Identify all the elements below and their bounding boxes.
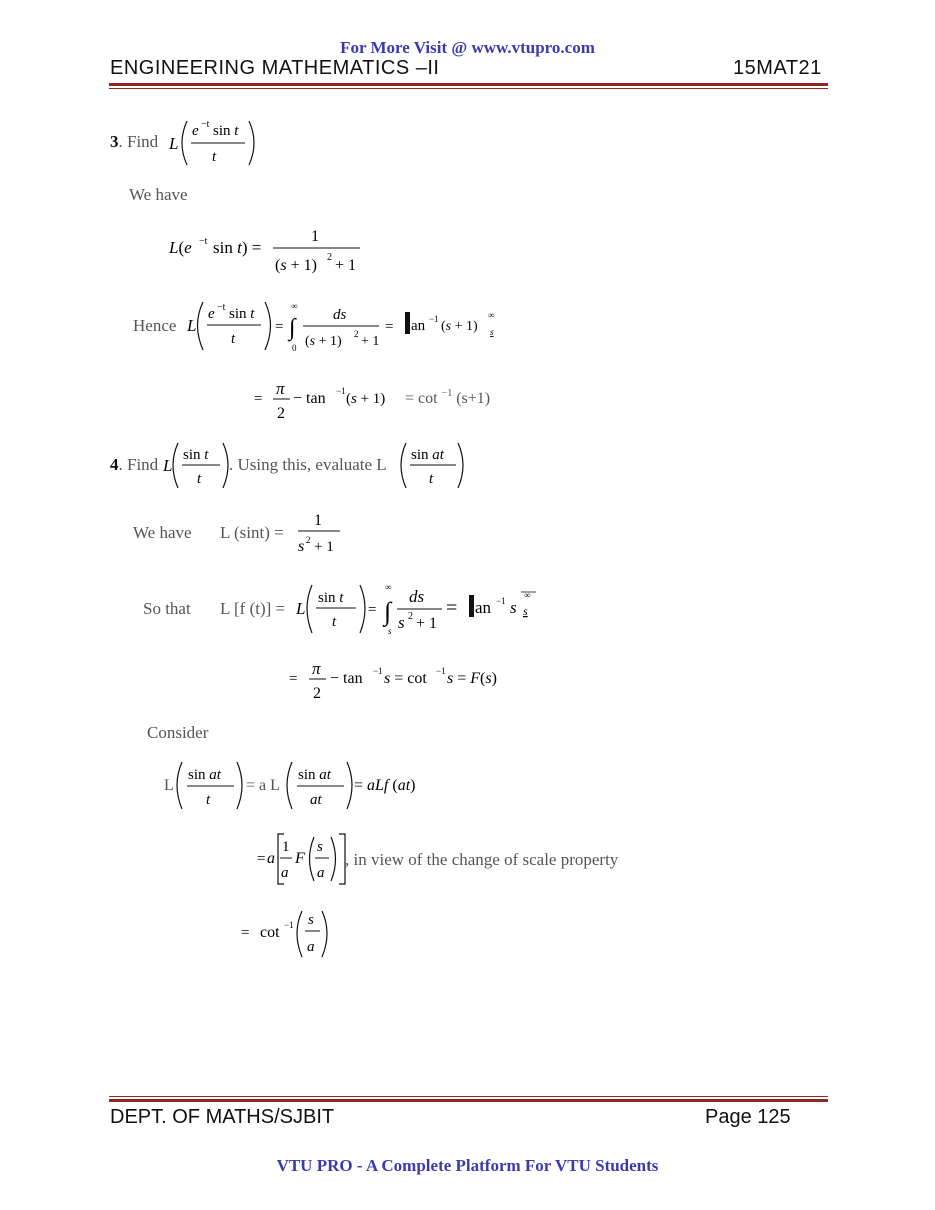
svg-text:∞: ∞ <box>291 301 298 311</box>
svg-text:π: π <box>276 379 285 398</box>
svg-text:s = cot: s = cot <box>384 670 427 687</box>
svg-text:1: 1 <box>282 839 290 855</box>
svg-text:=: = <box>275 319 284 335</box>
svg-text:L: L <box>164 777 174 794</box>
svg-text:∞: ∞ <box>385 582 392 592</box>
svg-text:s: s <box>298 538 305 555</box>
problem-4-heading: 4. Find <box>110 455 159 474</box>
subject-title: ENGINEERING MATHEMATICS –II <box>110 57 440 79</box>
svg-text:sin at: sin at <box>298 767 331 783</box>
svg-text:sin at: sin at <box>188 767 221 783</box>
svg-text:π: π <box>312 659 321 678</box>
svg-text:t: t <box>231 331 236 347</box>
svg-text:=: = <box>289 671 298 687</box>
svg-text:2: 2 <box>327 252 332 263</box>
svg-text:−t: −t <box>217 302 226 313</box>
svg-text:L: L <box>187 316 197 335</box>
so-that-label: So that <box>143 599 191 618</box>
we-have-4: We have <box>133 523 192 542</box>
svg-text:=: = <box>446 597 458 619</box>
header-rule-thick <box>109 83 828 86</box>
svg-text:∞: ∞ <box>524 590 531 600</box>
svg-text:= a L: = a L <box>246 777 280 794</box>
l-sint-label: L (sint) = <box>220 523 284 542</box>
page-number: Page 125 <box>705 1106 791 1128</box>
result-3 <box>250 376 520 426</box>
footer-brand: VTU PRO - A Complete Platform For VTU Students <box>276 1156 659 1175</box>
svg-text:(s + 1): (s + 1) <box>441 319 478 334</box>
svg-text:2: 2 <box>306 535 311 545</box>
footer-rule-thick <box>109 1099 828 1102</box>
header-rule-thin <box>109 88 828 89</box>
svg-text:(s + 1): (s + 1) <box>346 391 386 407</box>
svg-text:+ 1: + 1 <box>314 539 334 555</box>
svg-text:s: s <box>317 839 323 855</box>
svg-text:sin t: sin t <box>183 447 209 463</box>
hence-integral <box>183 295 513 357</box>
svg-text:an: an <box>475 598 492 617</box>
footer-rule-thin <box>109 1096 828 1097</box>
svg-text:t: t <box>206 792 211 808</box>
l-sint-fraction <box>294 508 346 558</box>
svg-text:s: s <box>510 598 517 617</box>
svg-text:(s + 1): (s + 1) <box>305 334 342 349</box>
svg-text:−t: −t <box>199 236 208 247</box>
svg-text:s: s <box>490 327 494 337</box>
svg-text:sin t) =: sin t) = <box>213 238 262 257</box>
svg-text:e: e <box>208 306 215 322</box>
svg-text:2: 2 <box>277 405 285 422</box>
consider-equation <box>160 757 435 813</box>
svg-text:− tan: − tan <box>293 390 326 407</box>
hence-label: Hence <box>133 316 177 335</box>
svg-text:−1: −1 <box>373 666 383 676</box>
svg-text:1: 1 <box>314 512 322 529</box>
svg-text:−1: −1 <box>429 314 439 324</box>
svg-text:0: 0 <box>292 343 297 353</box>
svg-text:sin t: sin t <box>213 123 239 139</box>
visit-banner: For More Visit @ www.vtupro.com <box>340 38 595 57</box>
svg-text:L: L <box>169 134 179 153</box>
footer-dept: DEPT. OF MATHS/SJBIT <box>110 1106 335 1128</box>
svg-text:sin t: sin t <box>318 590 344 606</box>
svg-text:+ 1: + 1 <box>335 257 357 274</box>
so-that-integral <box>294 578 544 640</box>
svg-text:−1: −1 <box>284 920 294 930</box>
svg-text:− tan: − tan <box>330 670 363 687</box>
final-result <box>238 906 338 962</box>
svg-text:+ 1: + 1 <box>361 334 380 349</box>
svg-text:at: at <box>310 792 322 808</box>
svg-text:a: a <box>267 850 275 867</box>
change-of-scale-expression <box>255 830 355 886</box>
svg-text:e: e <box>192 123 199 139</box>
svg-text:L(e: L(e <box>169 238 192 257</box>
l-ft-label: L [f (t)] = <box>220 599 286 618</box>
svg-text:+ 1: + 1 <box>416 615 438 632</box>
svg-text:cot: cot <box>260 924 280 941</box>
result-4 <box>285 656 525 706</box>
svg-text:−1: −1 <box>436 666 446 676</box>
svg-text:=: = <box>257 851 266 867</box>
svg-text:a: a <box>317 865 325 881</box>
svg-text:an: an <box>411 318 426 334</box>
svg-text:=: = <box>241 925 250 941</box>
svg-text:= cot −1 (s+1): = cot $^{-1}$ (s+1) <box>405 388 491 407</box>
using-this-label: . Using this, evaluate L <box>229 455 387 474</box>
we-have-3: We have <box>129 185 188 204</box>
svg-text:ds: ds <box>333 307 347 323</box>
svg-text:a: a <box>281 865 289 881</box>
svg-text:= aLf (at): = aLf (at) <box>354 777 416 794</box>
svg-text:∫: ∫ <box>384 597 392 626</box>
evaluate-expression <box>396 438 468 492</box>
problem-3-heading: 3. Find <box>110 132 159 151</box>
svg-text:sin t: sin t <box>229 306 255 322</box>
svg-text:t: t <box>332 614 337 630</box>
problem-3-expression <box>165 115 260 171</box>
laplace-e-sin-equation <box>165 222 375 280</box>
svg-text:2: 2 <box>408 611 413 622</box>
svg-text:(s + 1): (s + 1) <box>275 257 317 274</box>
svg-text:sin at: sin at <box>411 447 444 463</box>
svg-text:∞: ∞ <box>488 310 495 320</box>
svg-text:∫: ∫ <box>289 315 296 341</box>
consider-label: Consider <box>147 723 209 742</box>
svg-text:2: 2 <box>354 329 359 339</box>
svg-text:=: = <box>368 602 377 618</box>
svg-text:s: s <box>398 613 405 632</box>
svg-text:t: t <box>429 471 434 487</box>
change-of-scale-text: , in view of the change of scale property <box>345 850 619 869</box>
svg-text:s: s <box>308 912 314 928</box>
svg-text:a: a <box>307 939 315 955</box>
problem-4-expression <box>160 438 232 492</box>
svg-text:s = F(s): s = F(s) <box>447 670 497 687</box>
svg-text:F: F <box>295 850 305 867</box>
svg-text:L: L <box>296 599 306 618</box>
svg-text:t: t <box>197 471 202 487</box>
course-code: 15MAT21 <box>733 57 822 79</box>
svg-text:ds: ds <box>409 587 425 606</box>
svg-text:=: = <box>385 319 394 335</box>
svg-text:s: s <box>523 604 528 618</box>
svg-text:2: 2 <box>313 685 321 702</box>
svg-text:−1: −1 <box>496 596 506 606</box>
svg-text:−1: −1 <box>336 386 346 396</box>
svg-text:L: L <box>163 456 173 475</box>
svg-text:s: s <box>388 626 392 636</box>
svg-text:−t: −t <box>201 119 210 130</box>
svg-text:1: 1 <box>311 228 319 245</box>
svg-text:t: t <box>212 149 217 165</box>
svg-text:=: = <box>254 391 263 407</box>
